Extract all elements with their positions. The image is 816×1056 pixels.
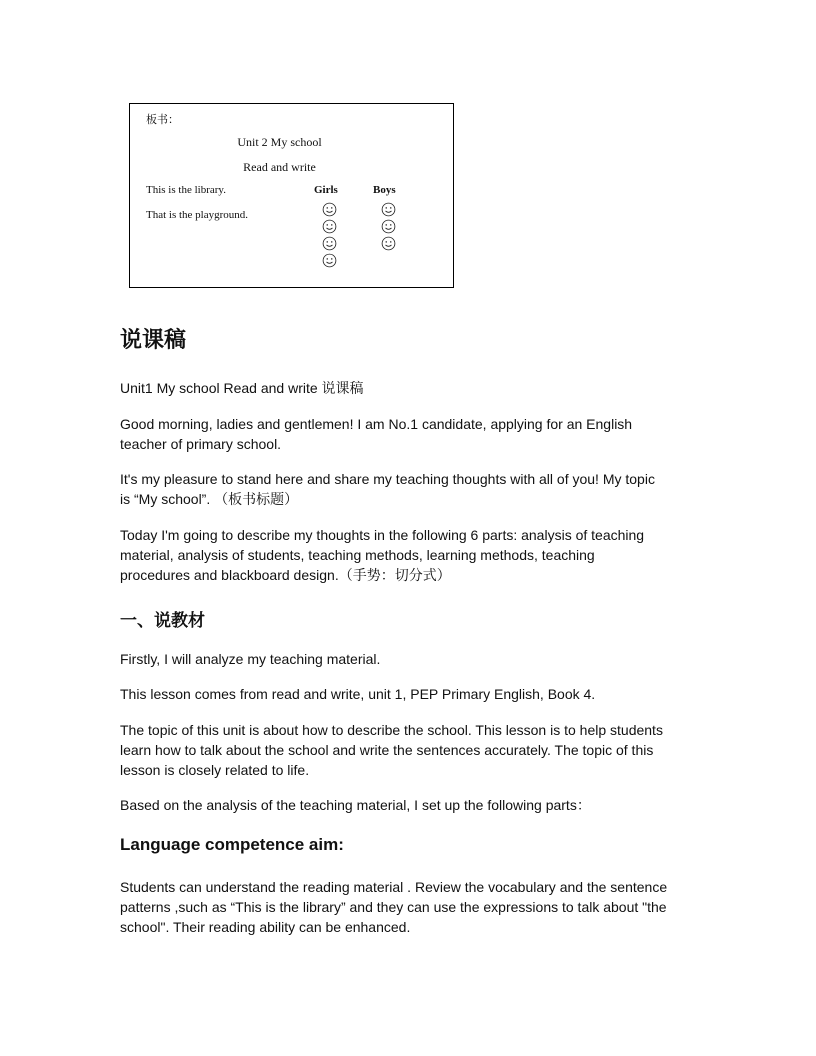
page-title: 说课稿 [120, 328, 187, 353]
section1-paragraph-3-line-2: learn how to talk about the school and write the sentences accurately. The topic of this [120, 742, 654, 758]
aim-paragraph-line-1: Students can understand the reading material . Review the vocabulary and the sentence [120, 879, 668, 895]
intro-paragraph-4-line-1: Today I'm going to describe my thoughts in the following 6 parts: analysis of teaching [120, 527, 645, 543]
intro-paragraph-4-line-3: procedures and blackboard design.（手势：切分式） [120, 567, 451, 583]
boys-smiley-icon-1 [381, 202, 396, 217]
board-header-girls: Girls [314, 184, 338, 196]
board-sentence-playground: That is the playground. [146, 209, 249, 221]
boys-smiley-icon-3 [381, 236, 396, 251]
aim-paragraph-line-3: school". Their reading ability can be enhanced. [120, 919, 411, 935]
blackboard-design-box [129, 103, 454, 288]
board-header-boys: Boys [373, 184, 396, 196]
section1-paragraph-1: Firstly, I will analyze my teaching material. [120, 651, 381, 667]
board-subtitle: Read and write [243, 160, 316, 174]
section1-paragraph-3-line-3: lesson is closely related to life. [120, 762, 310, 778]
girls-smiley-icon-3 [322, 236, 337, 251]
girls-smiley-icon-4 [322, 253, 337, 268]
board-title: Unit 2 My school [237, 135, 322, 149]
aim-heading: Language competence aim: [120, 835, 344, 854]
section1-paragraph-3-line-1: The topic of this unit is about how to describe the school. This lesson is to help students [120, 722, 663, 738]
intro-paragraph-2-line-2: teacher of primary school. [120, 436, 282, 452]
section1-paragraph-2: This lesson comes from read and write, unit 1, PEP Primary English, Book 4. [120, 686, 596, 702]
girls-smiley-icon-1 [322, 202, 337, 217]
intro-paragraph-2-line-1: Good morning, ladies and gentlemen! I am No.1 candidate, applying for an English [120, 416, 633, 432]
girls-smiley-icon-2 [322, 219, 337, 234]
intro-paragraph-3-line-2: is “My school”. （板书标题） [120, 491, 299, 507]
intro-paragraph-1: Unit1 My school Read and write 说课稿 [120, 380, 364, 396]
board-label: 板书： [146, 114, 179, 126]
board-sentence-library: This is the library. [146, 184, 226, 196]
section1-paragraph-4: Based on the analysis of the teaching material, I set up the following parts： [120, 797, 591, 813]
section-heading-teaching-material: 一、说教材 [120, 611, 205, 631]
intro-paragraph-4-line-2: material, analysis of students, teaching methods, learning methods, teaching [120, 547, 595, 563]
intro-paragraph-3-line-1: It's my pleasure to stand here and share my teaching thoughts with all of you! My topic [120, 471, 655, 487]
boys-smiley-icon-2 [381, 219, 396, 234]
aim-paragraph-line-2: patterns ,such as “This is the library” and they can use the expressions to talk about "the [120, 899, 667, 915]
